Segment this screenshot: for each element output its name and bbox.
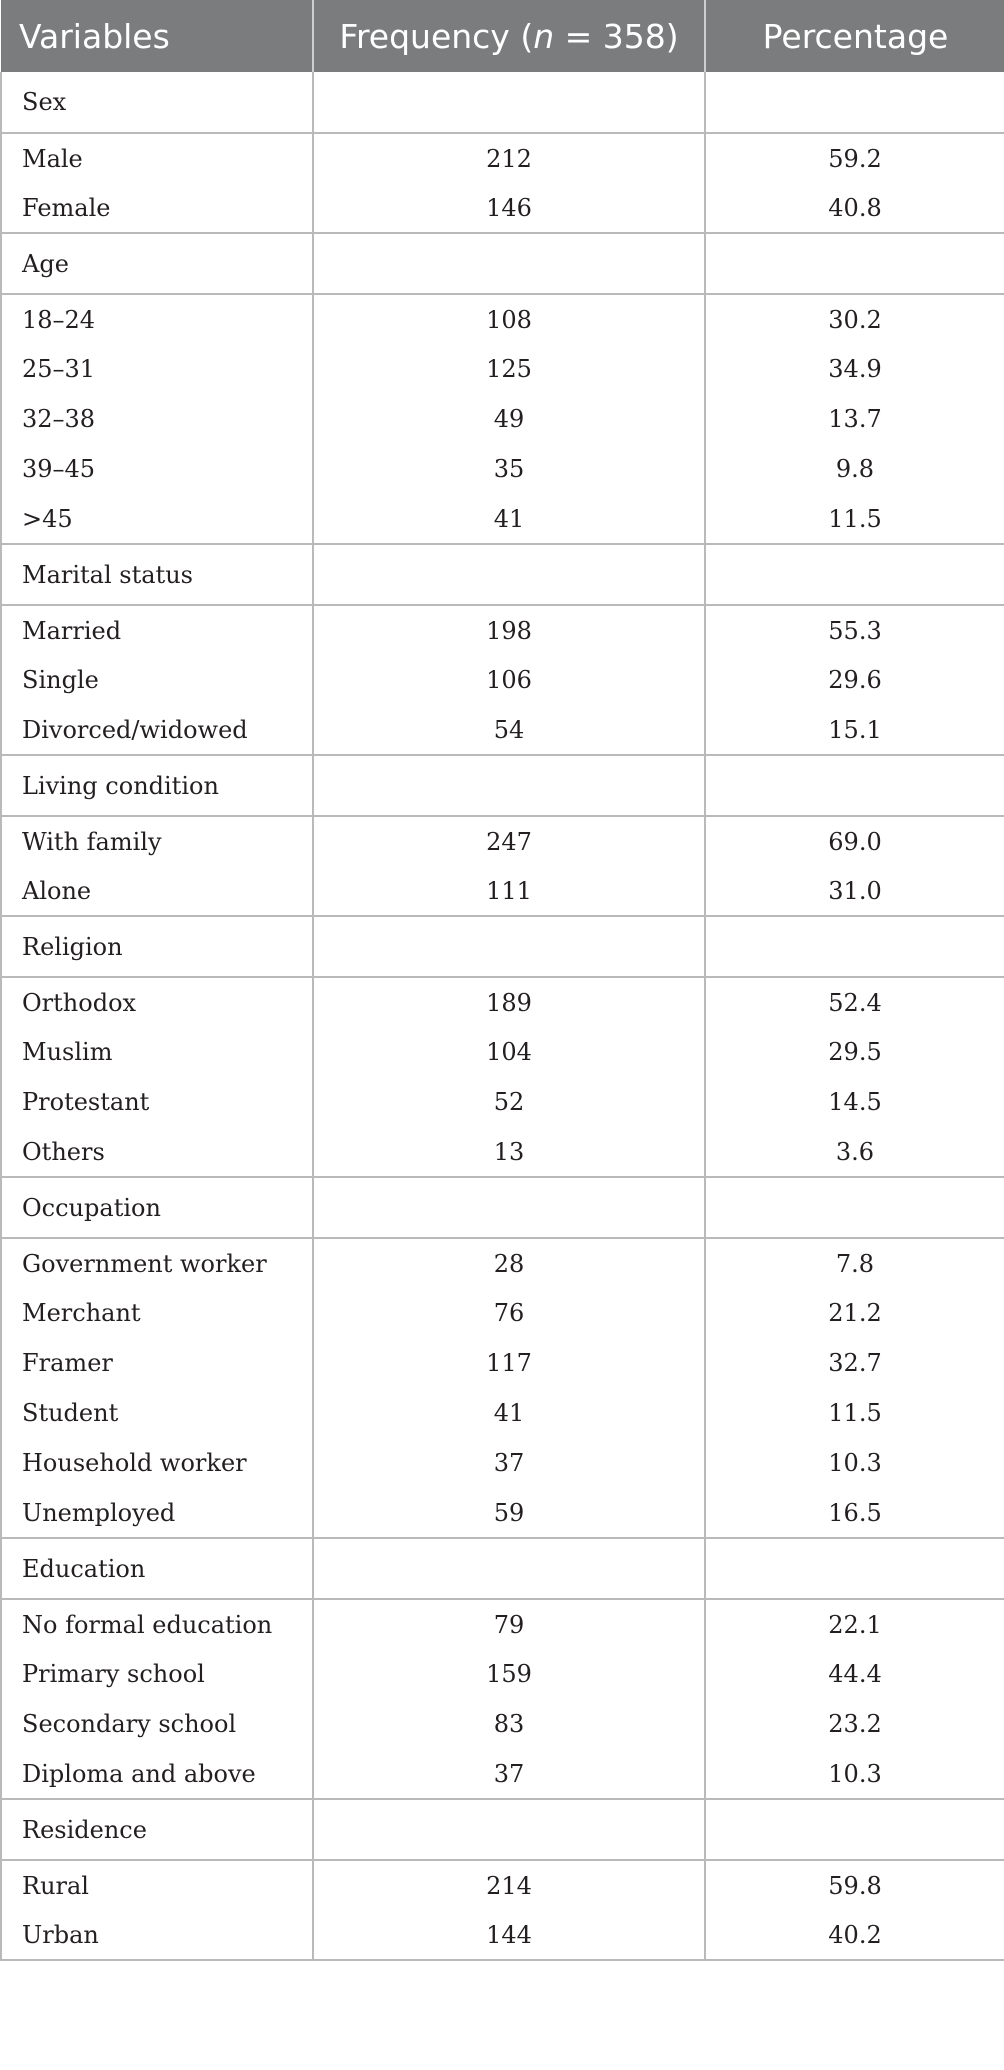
category-frequency-cell [313, 1799, 705, 1860]
category-label: Age [1, 233, 313, 294]
category-label: Marital status [1, 544, 313, 605]
row-percentage: 21.2 [705, 1288, 1004, 1338]
table-row [1, 133, 1004, 183]
row-label: Others [1, 1127, 313, 1177]
table-row [1, 294, 1004, 344]
row-frequency: 13 [313, 1127, 705, 1177]
row-label: Male [1, 133, 313, 183]
row-frequency: 144 [313, 1910, 705, 1960]
category-row [1, 233, 1004, 294]
table-row [1, 1649, 1004, 1699]
category-percentage-cell [705, 1799, 1004, 1860]
category-label: Religion [1, 916, 313, 977]
table-row [1, 866, 1004, 916]
table-row [1, 1077, 1004, 1127]
table-body [1, 72, 1004, 1960]
row-percentage: 29.5 [705, 1027, 1004, 1077]
category-row [1, 755, 1004, 816]
table-row [1, 605, 1004, 655]
row-frequency: 35 [313, 444, 705, 494]
category-row [1, 1799, 1004, 1860]
row-label: With family [1, 816, 313, 866]
row-percentage: 30.2 [705, 294, 1004, 344]
row-percentage: 40.8 [705, 183, 1004, 233]
table-row [1, 444, 1004, 494]
category-label: Occupation [1, 1177, 313, 1238]
category-row [1, 1538, 1004, 1599]
category-percentage-cell [705, 72, 1004, 133]
row-percentage: 22.1 [705, 1599, 1004, 1649]
table-row [1, 1488, 1004, 1538]
category-frequency-cell [313, 72, 705, 133]
table-header-row [1, 0, 1004, 72]
row-label: Muslim [1, 1027, 313, 1077]
row-label: Urban [1, 1910, 313, 1960]
category-percentage-cell [705, 233, 1004, 294]
row-percentage: 29.6 [705, 655, 1004, 705]
row-frequency: 125 [313, 344, 705, 394]
table-row [1, 977, 1004, 1027]
table-row [1, 1127, 1004, 1177]
header-variables: Variables [19, 16, 170, 56]
row-frequency: 146 [313, 183, 705, 233]
row-label: 18–24 [1, 294, 313, 344]
table-row [1, 1910, 1004, 1960]
table-row [1, 1338, 1004, 1388]
category-frequency-cell [313, 755, 705, 816]
row-frequency: 54 [313, 705, 705, 755]
row-percentage: 9.8 [705, 444, 1004, 494]
category-frequency-cell [313, 1177, 705, 1238]
row-frequency: 247 [313, 816, 705, 866]
category-percentage-cell [705, 916, 1004, 977]
row-label: Student [1, 1388, 313, 1438]
row-label: Government worker [1, 1238, 313, 1288]
table-row [1, 1749, 1004, 1799]
row-frequency: 212 [313, 133, 705, 183]
table-row [1, 183, 1004, 233]
category-label: Living condition [1, 755, 313, 816]
row-label: Single [1, 655, 313, 705]
table-row [1, 344, 1004, 394]
row-frequency: 79 [313, 1599, 705, 1649]
row-label: 25–31 [1, 344, 313, 394]
row-frequency: 49 [313, 394, 705, 444]
category-percentage-cell [705, 544, 1004, 605]
row-frequency: 214 [313, 1860, 705, 1910]
row-label: Merchant [1, 1288, 313, 1338]
category-percentage-cell [705, 1538, 1004, 1599]
row-label: Protestant [1, 1077, 313, 1127]
row-frequency: 59 [313, 1488, 705, 1538]
table-row [1, 494, 1004, 544]
row-label: Divorced/widowed [1, 705, 313, 755]
header-frequency: Frequency (n = 358) [313, 0, 705, 72]
row-percentage: 11.5 [705, 494, 1004, 544]
row-label: Unemployed [1, 1488, 313, 1538]
category-label: Sex [1, 72, 313, 133]
table-row [1, 1027, 1004, 1077]
row-percentage: 10.3 [705, 1438, 1004, 1488]
category-frequency-cell [313, 916, 705, 977]
row-percentage: 59.8 [705, 1860, 1004, 1910]
row-percentage: 44.4 [705, 1649, 1004, 1699]
row-label: No formal education [1, 1599, 313, 1649]
row-frequency: 37 [313, 1749, 705, 1799]
table-row [1, 1388, 1004, 1438]
row-percentage: 32.7 [705, 1338, 1004, 1388]
category-frequency-cell [313, 1538, 705, 1599]
row-frequency: 41 [313, 1388, 705, 1438]
row-percentage: 59.2 [705, 133, 1004, 183]
row-frequency: 159 [313, 1649, 705, 1699]
table-row [1, 1699, 1004, 1749]
row-frequency: 41 [313, 494, 705, 544]
row-percentage: 11.5 [705, 1388, 1004, 1438]
category-row [1, 72, 1004, 133]
table-row [1, 1238, 1004, 1288]
row-label: Household worker [1, 1438, 313, 1488]
category-percentage-cell [705, 755, 1004, 816]
row-label: Rural [1, 1860, 313, 1910]
row-frequency: 108 [313, 294, 705, 344]
row-label: Diploma and above [1, 1749, 313, 1799]
table-row [1, 816, 1004, 866]
category-row [1, 916, 1004, 977]
row-percentage: 10.3 [705, 1749, 1004, 1799]
category-percentage-cell [705, 1177, 1004, 1238]
row-percentage: 31.0 [705, 866, 1004, 916]
category-row [1, 544, 1004, 605]
row-frequency: 52 [313, 1077, 705, 1127]
row-percentage: 16.5 [705, 1488, 1004, 1538]
row-frequency: 198 [313, 605, 705, 655]
row-label: Alone [1, 866, 313, 916]
row-label: Orthodox [1, 977, 313, 1027]
row-frequency: 111 [313, 866, 705, 916]
row-percentage: 69.0 [705, 816, 1004, 866]
table-row [1, 1599, 1004, 1649]
row-label: 32–38 [1, 394, 313, 444]
row-frequency: 76 [313, 1288, 705, 1338]
table-row [1, 655, 1004, 705]
row-frequency: 189 [313, 977, 705, 1027]
row-label: Framer [1, 1338, 313, 1388]
row-percentage: 3.6 [705, 1127, 1004, 1177]
row-label: Primary school [1, 1649, 313, 1699]
row-percentage: 34.9 [705, 344, 1004, 394]
table-row [1, 394, 1004, 444]
table-row [1, 1438, 1004, 1488]
table-row [1, 1288, 1004, 1338]
header-percentage: Percentage [705, 0, 1004, 72]
category-frequency-cell [313, 233, 705, 294]
category-row [1, 1177, 1004, 1238]
row-frequency: 37 [313, 1438, 705, 1488]
row-label: 39–45 [1, 444, 313, 494]
category-label: Residence [1, 1799, 313, 1860]
row-percentage: 14.5 [705, 1077, 1004, 1127]
row-frequency: 104 [313, 1027, 705, 1077]
category-label: Education [1, 1538, 313, 1599]
table-row [1, 705, 1004, 755]
row-label: >45 [1, 494, 313, 544]
category-frequency-cell [313, 544, 705, 605]
row-percentage: 13.7 [705, 394, 1004, 444]
table-row [1, 1860, 1004, 1910]
row-percentage: 40.2 [705, 1910, 1004, 1960]
row-label: Married [1, 605, 313, 655]
row-frequency: 28 [313, 1238, 705, 1288]
row-percentage: 23.2 [705, 1699, 1004, 1749]
row-frequency: 106 [313, 655, 705, 705]
row-percentage: 52.4 [705, 977, 1004, 1027]
row-percentage: 15.1 [705, 705, 1004, 755]
row-frequency: 117 [313, 1338, 705, 1388]
row-percentage: 7.8 [705, 1238, 1004, 1288]
row-percentage: 55.3 [705, 605, 1004, 655]
row-frequency: 83 [313, 1699, 705, 1749]
row-label: Secondary school [1, 1699, 313, 1749]
row-label: Female [1, 183, 313, 233]
